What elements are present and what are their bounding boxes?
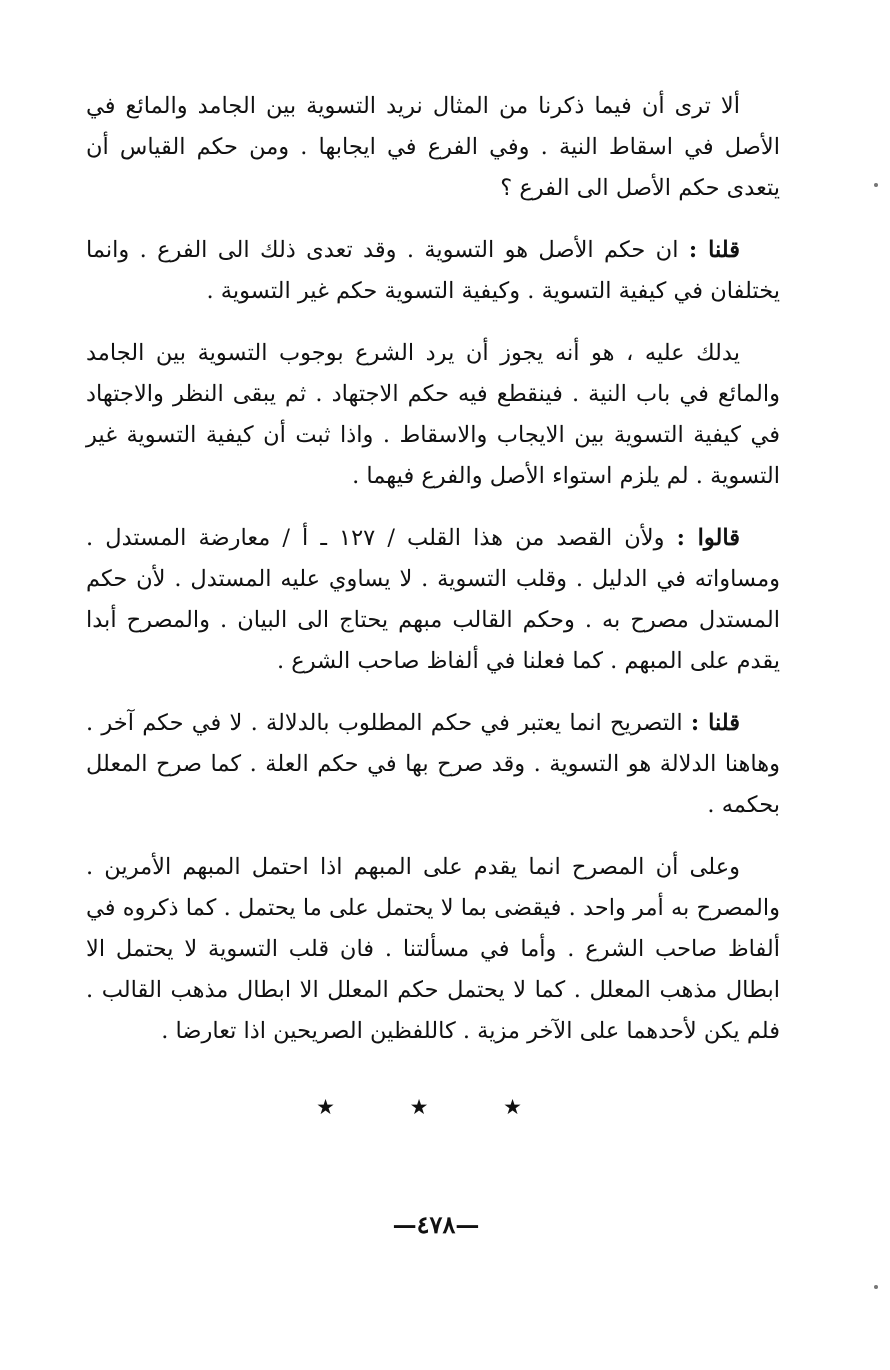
margin-dot (874, 1285, 878, 1289)
page-body (86, 86, 780, 1073)
section-separator: ★ ★ ★ (316, 1095, 556, 1119)
paragraph-3 (86, 333, 780, 497)
paragraph-4 (86, 518, 780, 682)
paragraph-5 (86, 703, 780, 826)
paragraph-1 (86, 86, 780, 209)
paragraph-lead: قلنا : (690, 710, 740, 736)
paragraph-6 (86, 847, 780, 1052)
paragraph-text: يدلك عليه ، هو أنه يجوز أن يرد الشرع بوجوب التسوية بين الجامد والمائع في باب النية . فينقطع فيه حكم الاجتهاد . ثم يبقى النظر والاجتهاد في كيفية التسوية بين الايجاب والاسقاط . واذا ثبت أن كيفية التسوية غير التسوية . لم يلزم استواء الأصل والفرع فيهما . (86, 340, 780, 489)
paragraph-text: ولأن القصد من هذا القلب / ١٢٧ ـ أ / معارضة المستدل . ومساواته في الدليل . وقلب التسوية . لا يساوي عليه المستدل . لأن حكم المستدل مصرح به . وحكم القالب مبهم يحتاج الى البيان . والمصرح أبدا يقدم على المبهم . كما فعلنا في ألفاظ صاحب الشرع . (86, 525, 780, 674)
paragraph-text: التصريح انما يعتبر في حكم المطلوب بالدلالة . لا في حكم آخر . وهاهنا الدلالة هو التسوية . وقد صرح بها في حكم العلة . كما صرح المعلل بحكمه . (86, 710, 780, 818)
margin-dot (874, 183, 878, 187)
page-number: —٤٧٨— (392, 1210, 480, 1239)
paragraph-lead: قلنا : (688, 237, 740, 263)
paragraph-2 (86, 230, 780, 312)
paragraph-text: وعلى أن المصرح انما يقدم على المبهم اذا احتمل المبهم الأمرين . والمصرح به أمر واحد . فيقضى بما لا يحتمل على ما يحتمل . كما ذكروه في ألفاظ صاحب الشرع . وأما في مسألتنا . فان قلب التسوية لا يحتمل الا ابطال مذهب المعلل . كما لا يحتمل حكم المعلل الا ابطال مذهب القالب . فلم يكن لأحدهما على الآخر مزية . كاللفظين الصريحين اذا تعارضا . (86, 854, 780, 1044)
paragraph-text: ألا ترى أن فيما ذكرنا من المثال نريد التسوية بين الجامد والمائع في الأصل في اسقاط النية . وفي الفرع في ايجابها . ومن حكم القياس أن يتعدى حكم الأصل الى الفرع ؟ (86, 93, 780, 201)
paragraph-text: ان حكم الأصل هو التسوية . وقد تعدى ذلك الى الفرع . وانما يختلفان في كيفية التسوية . وكيفية التسوية حكم غير التسوية . (86, 237, 780, 304)
paragraph-lead: قالوا : (676, 525, 741, 551)
